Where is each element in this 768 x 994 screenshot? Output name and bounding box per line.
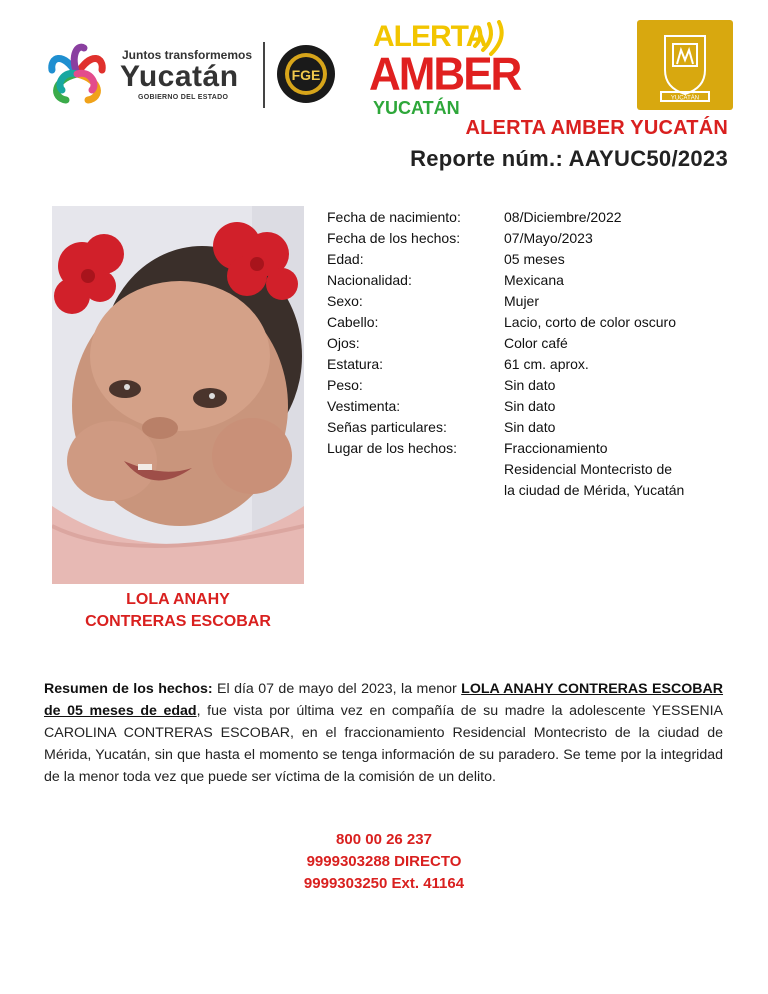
detail-value: Sin dato — [504, 419, 556, 435]
person-name-line2: CONTRERAS ESCOBAR — [85, 613, 271, 630]
detail-value-continuation: Residencial Montecristo de — [504, 461, 673, 477]
yucatan-government-logo — [42, 40, 342, 110]
detail-value: 07/Mayo/2023 — [504, 230, 593, 246]
detail-label: Estatura: — [327, 356, 384, 372]
baby-portrait-image — [52, 206, 304, 584]
detail-value: 05 meses — [504, 251, 565, 267]
state-name-text: Yucatán — [120, 60, 239, 93]
detail-label: Nacionalidad: — [327, 272, 412, 288]
emblem-text: YUCATÁN — [670, 95, 700, 102]
person-name-line1: LOLA ANAHY — [126, 591, 230, 608]
amber-logo-yucatan: YUCATÁN — [373, 98, 460, 118]
incident-summary — [44, 678, 723, 788]
summary-highlight: LOLA ANAHY CONTRERAS ESCOBAR de 05 meses de edad — [44, 681, 724, 719]
fge-seal-icon — [276, 44, 336, 104]
detail-value: Sin dato — [504, 398, 556, 414]
detail-label: Fecha de los hechos: — [327, 230, 461, 246]
detail-value-continuation: la ciudad de Mérida, Yucatán — [504, 482, 685, 498]
state-coat-of-arms-icon — [651, 30, 719, 104]
report-number: Reporte núm.: AAYUC50/2023 — [410, 146, 728, 171]
detail-value: Mexicana — [504, 272, 564, 288]
detail-label: Vestimenta: — [327, 398, 401, 414]
detail-value: 08/Diciembre/2022 — [504, 209, 622, 225]
slogan-text: Juntos transformemos — [122, 48, 253, 62]
alerta-amber-logo — [369, 18, 521, 122]
amber-logo-amber: AMBER — [369, 48, 521, 101]
government-text: GOBIERNO DEL ESTADO — [138, 94, 229, 101]
detail-label: Ojos: — [327, 335, 360, 351]
detail-label: Peso: — [327, 377, 363, 393]
alert-title: ALERTA AMBER YUCATÁN — [465, 117, 728, 139]
missing-person-name — [52, 589, 304, 633]
state-emblem-logo — [637, 20, 733, 110]
detail-label: Edad: — [327, 251, 364, 267]
detail-value: Lacio, corto de color oscuro — [504, 314, 676, 330]
detail-value: Fraccionamiento — [504, 440, 608, 456]
detail-label: Cabello: — [327, 314, 379, 330]
summary-label: Resumen de los hechos: — [44, 681, 213, 697]
fge-seal-text: FGE — [291, 67, 321, 83]
contact-phone-ext: 9999303250 Ext. 41164 — [303, 875, 465, 892]
yucatan-flower-icon — [42, 40, 112, 108]
missing-person-photo — [52, 206, 304, 584]
contact-phone: 800 00 26 237 — [336, 831, 432, 848]
detail-value: Color café — [504, 335, 568, 351]
logo-divider — [263, 42, 265, 108]
detail-label: Señas particulares: — [327, 419, 447, 435]
detail-value: 61 cm. aprox. — [504, 356, 589, 372]
detail-label: Sexo: — [327, 293, 363, 309]
detail-label: Lugar de los hechos: — [327, 440, 457, 456]
amber-logo-alerta: ALERTA — [373, 20, 487, 53]
detail-value: Sin dato — [504, 377, 556, 393]
contact-phone-direct: 9999303288 DIRECTO — [306, 853, 462, 870]
detail-value: Mujer — [504, 293, 540, 309]
detail-label: Fecha de nacimiento: — [327, 209, 461, 225]
summary-text-part2: , fue vista por última vez en compañía de su madre la adolescente YESSENIA CAROLINA CONTRERAS ESCOBAR, en el fraccionamiento Residencial Montecristo de la ciudad de Mérida, Yucatán, sin que hasta el momento se tenga información de su paradero. Se teme por la integridad de la menor toda vez que puede ser víctima de la comisión de un delito. — [44, 703, 723, 785]
contact-numbers — [0, 829, 768, 895]
summary-text-part1: El día 07 de mayo del 2023, la menor — [212, 681, 462, 697]
